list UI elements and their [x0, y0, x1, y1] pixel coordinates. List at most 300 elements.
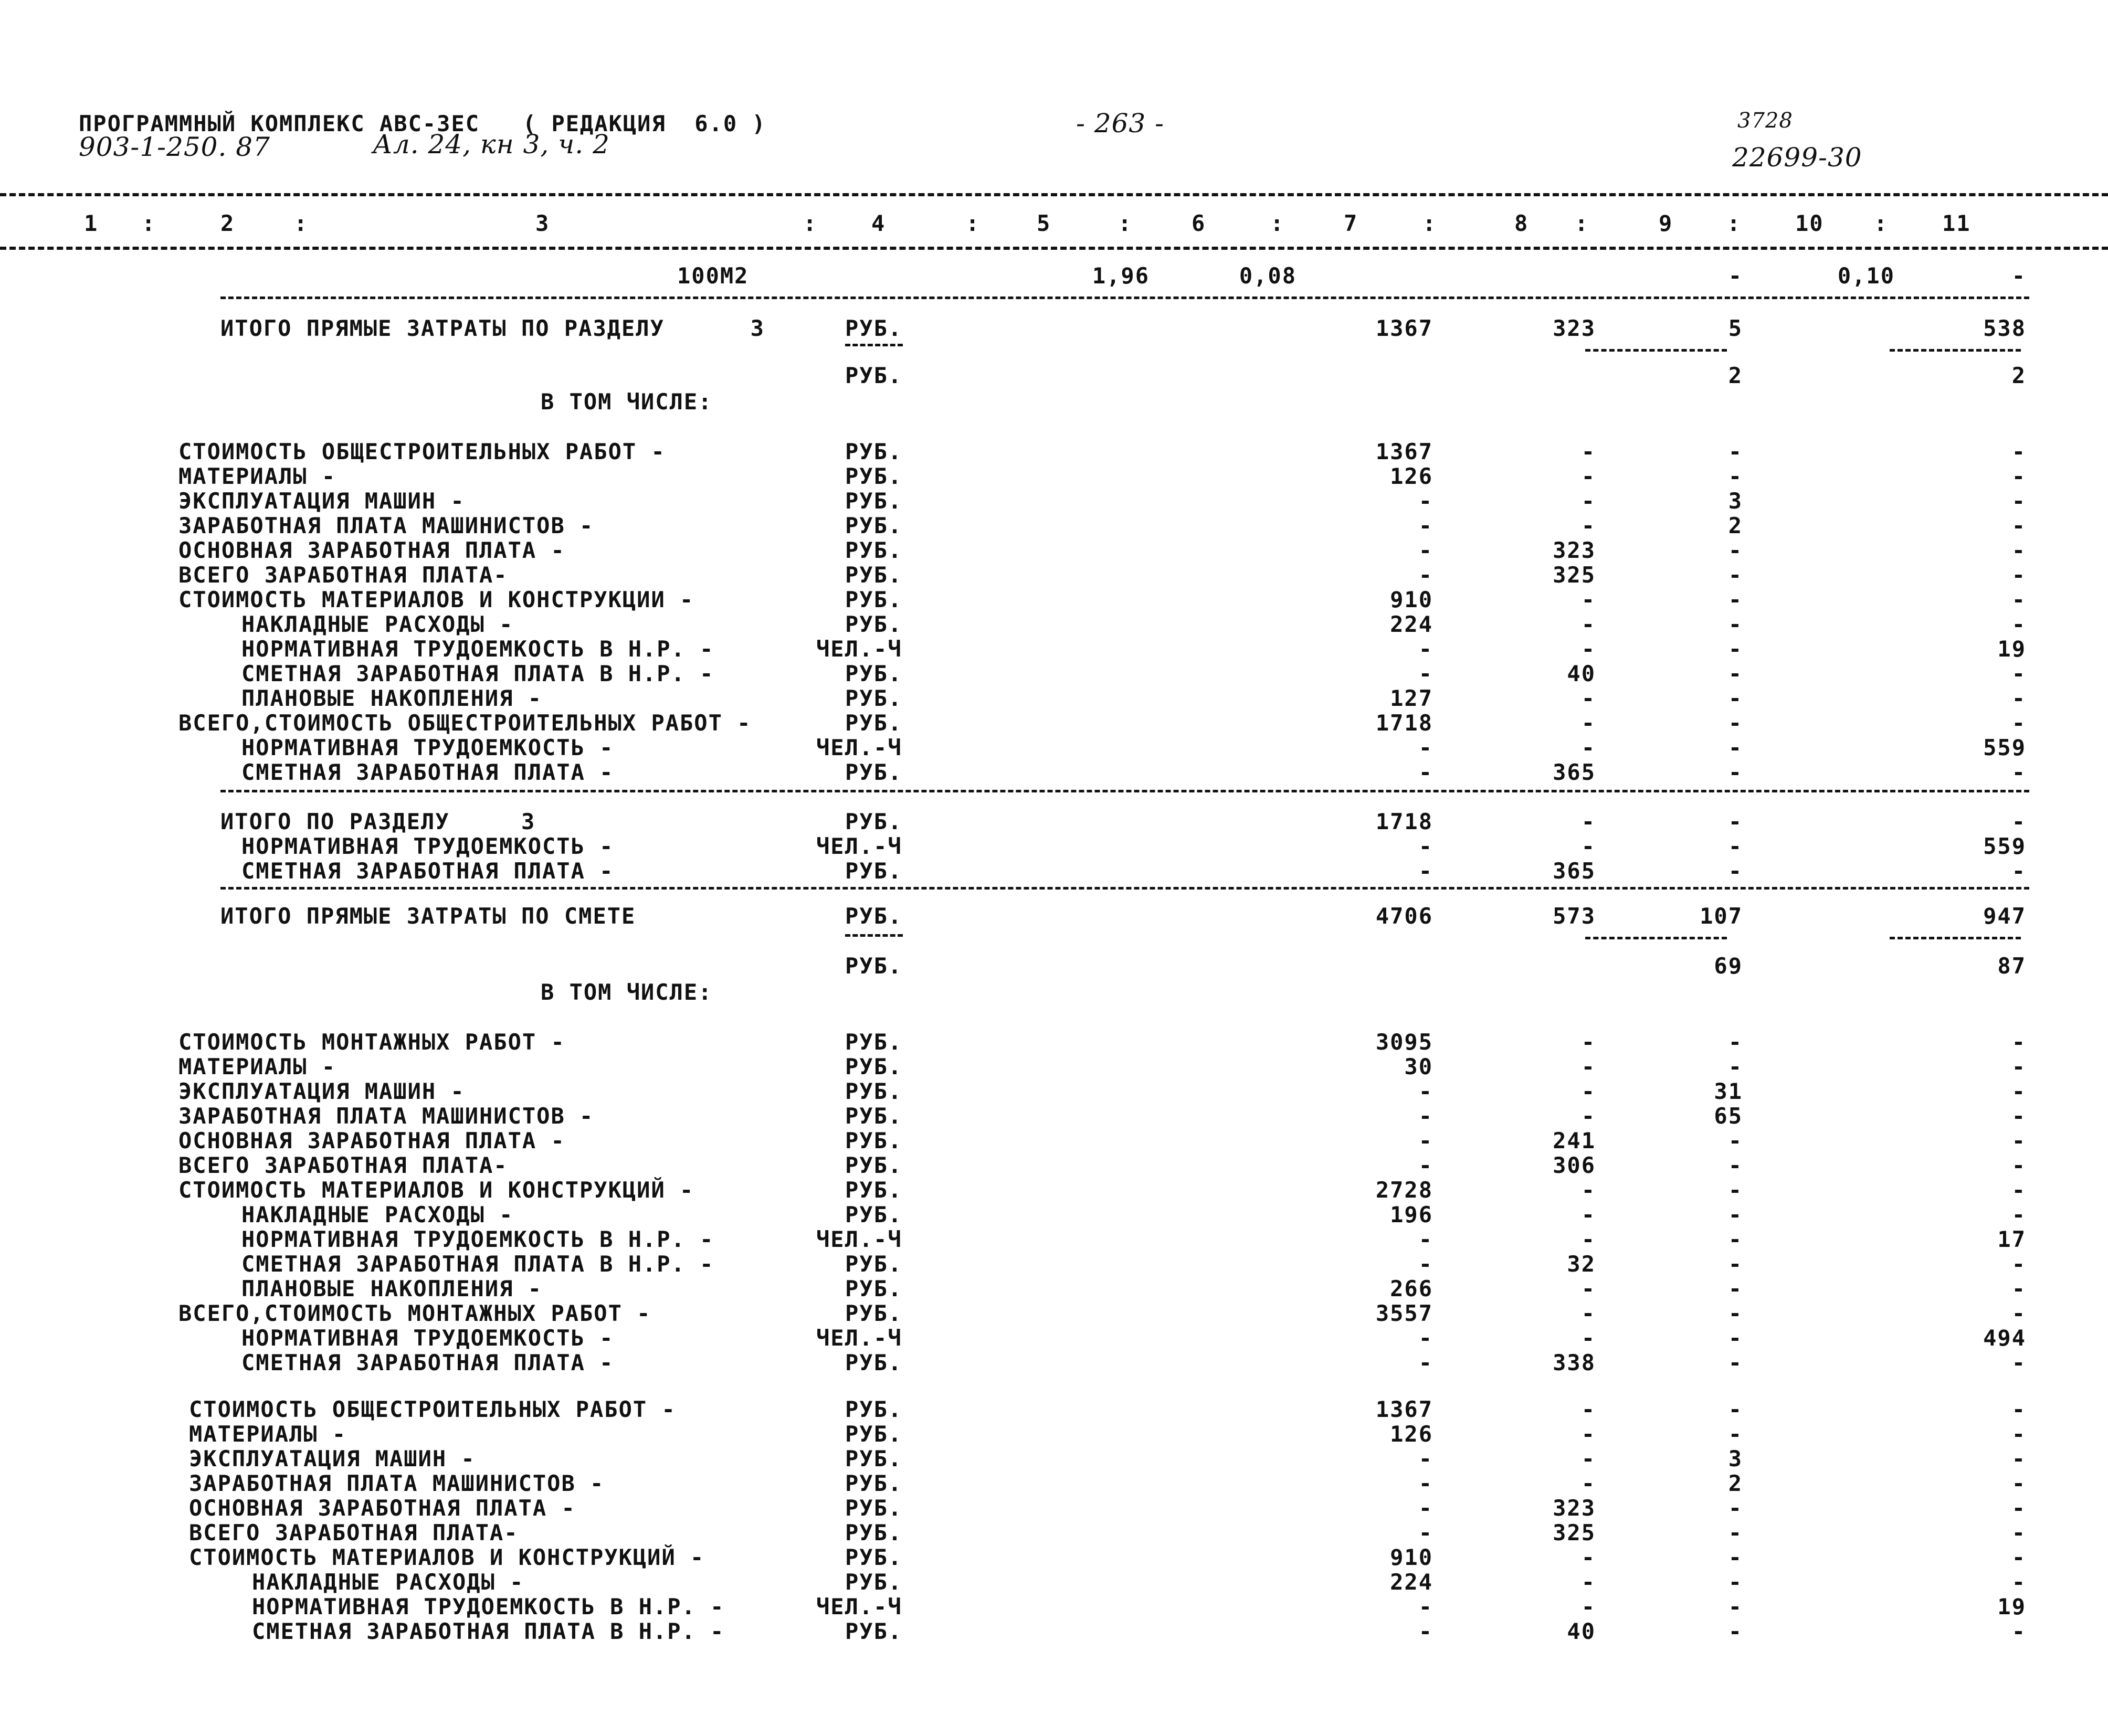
unit-cell: РУБ. — [845, 759, 903, 785]
header-rule-top — [0, 193, 2108, 196]
value-cell-11: - — [2011, 1202, 2026, 1227]
value-cell-9: - — [1728, 1029, 1743, 1055]
value-cell-11: - — [2011, 1470, 2026, 1496]
value-cell-11: - — [2011, 1544, 2026, 1570]
value-cell-9: - — [1728, 1152, 1743, 1178]
row-label: МАТЕРИАЛЫ - — [189, 1421, 347, 1447]
row-label: ЭКСПЛУАТАЦИЯ МАШИН - — [178, 1078, 465, 1104]
value-cell-11: 947 — [1983, 903, 2026, 929]
value-cell-9: 2 — [1728, 1470, 1743, 1496]
value-cell-11: - — [2011, 1520, 2026, 1546]
column-header-8: 8 — [1514, 210, 1529, 236]
value-cell-9: - — [1728, 1618, 1743, 1644]
value-cell-11: 87 — [1997, 953, 2026, 979]
row-label: МАТЕРИАЛЫ - — [178, 1054, 336, 1079]
column-separator: : — [1118, 210, 1133, 236]
row-label: ЭКСПЛУАТАЦИЯ МАШИН - — [178, 488, 465, 514]
value-cell-7: 127 — [1390, 685, 1433, 711]
value-cell-9: - — [1728, 809, 1743, 834]
unit-cell: РУБ. — [845, 1276, 903, 1301]
value-cell-11: - — [2011, 1251, 2026, 1277]
value-cell-8: 241 — [1553, 1128, 1596, 1153]
unit-cell: РУБ. — [845, 858, 903, 884]
value-cell-7: - — [1418, 759, 1433, 785]
column-header-9: 9 — [1659, 210, 1673, 236]
value-cell-9: - — [1728, 1325, 1743, 1351]
value-cell-7: - — [1418, 1495, 1433, 1521]
unit-cell: РУБ. — [845, 537, 903, 563]
value-cell-9: - — [1728, 1128, 1743, 1153]
value-cell-8: 323 — [1553, 537, 1596, 563]
value-cell-9: - — [1728, 858, 1743, 884]
row-label: НАКЛАДНЫЕ РАСХОДЫ - — [241, 1202, 514, 1227]
unit-cell: РУБ. — [845, 685, 903, 711]
row-label: СТОИМОСТЬ МОНТАЖНЫХ РАБОТ - — [178, 1029, 565, 1055]
row-label: СТОИМОСТЬ ОБЩЕСТРОИТЕЛЬНЫХ РАБОТ - — [178, 439, 666, 464]
column-header-7: 7 — [1344, 210, 1358, 236]
value-cell-9: 2 — [1728, 513, 1743, 538]
unit-cell: РУБ. — [845, 1152, 903, 1178]
value-cell-11: - — [2011, 858, 2026, 884]
value-cell-9: - — [1728, 759, 1743, 785]
column-header-4: 4 — [871, 210, 886, 236]
row-label: НАКЛАДНЫЕ РАСХОДЫ - — [241, 611, 514, 637]
value-cell-8: 365 — [1553, 759, 1596, 785]
value-cell-11: - — [2011, 1300, 2026, 1326]
value-cell-7: 126 — [1390, 1421, 1433, 1447]
value-cell-7: 910 — [1390, 1544, 1433, 1570]
row-label: СМЕТНАЯ ЗАРАБОТНАЯ ПЛАТА В Н.Р. - — [241, 661, 714, 686]
value-cell-11: - — [2011, 809, 2026, 834]
value-cell-9: - — [1728, 1569, 1743, 1595]
value-cell-9: - — [1728, 1054, 1743, 1079]
value-cell-8: 325 — [1553, 562, 1596, 588]
row-label: В ТОМ ЧИСЛЕ: — [541, 389, 713, 415]
subtotal-rule — [1890, 937, 2021, 939]
unit-cell: РУБ. — [845, 809, 903, 834]
value-cell-8: - — [1581, 833, 1596, 859]
value-cell-8: - — [1581, 1226, 1596, 1252]
value-cell-9: - — [1728, 833, 1743, 859]
value-cell-9: - — [1728, 537, 1743, 563]
value-cell-11: - — [2011, 1177, 2026, 1203]
value-cell-7: - — [1418, 537, 1433, 563]
value-cell-8: - — [1581, 1421, 1596, 1447]
value-cell-7: - — [1418, 833, 1433, 859]
row-label: ЗАРАБОТНАЯ ПЛАТА МАШИНИСТОВ - — [189, 1470, 605, 1496]
column-separator: : — [966, 210, 981, 236]
value-cell-7: - — [1418, 661, 1433, 686]
value-cell-7: 3095 — [1375, 1029, 1433, 1055]
unit-cell: РУБ. — [845, 611, 903, 637]
unit-cell: ЧЕЛ.-Ч — [816, 1594, 902, 1619]
value-cell-8: - — [1581, 463, 1596, 489]
unit-cell: ЧЕЛ.-Ч — [816, 833, 902, 859]
column-separator: : — [1575, 210, 1589, 236]
value-cell-8: - — [1581, 1544, 1596, 1570]
value-cell-11: 17 — [1997, 1226, 2026, 1252]
value-cell-11: - — [2011, 1276, 2026, 1301]
column-header-1: 1 — [84, 210, 99, 236]
value-cell-8: - — [1581, 1029, 1596, 1055]
value-cell-8: - — [1581, 685, 1596, 711]
value-cell-8: - — [1581, 1300, 1596, 1326]
value-cell-9: - — [1728, 439, 1743, 464]
value-cell-9: - — [1728, 587, 1743, 612]
value-cell-8: 32 — [1567, 1251, 1596, 1277]
value-cell-11: - — [2011, 587, 2026, 612]
value-cell-8: 338 — [1553, 1350, 1596, 1375]
row-label: ПЛАНОВЫЕ НАКОПЛЕНИЯ - — [241, 685, 543, 711]
program-header: ПРОГРАММНЫЙ КОМПЛЕКС АВС-3ЕС ( РЕДАКЦИЯ 6.0 ) — [79, 111, 766, 136]
unit-cell: ЧЕЛ.-Ч — [816, 735, 902, 760]
row-label: 100М2 — [677, 263, 749, 289]
value-cell-9: 3 — [1728, 1446, 1743, 1472]
row-label: ОСНОВНАЯ ЗАРАБОТНАЯ ПЛАТА - — [178, 1128, 565, 1153]
row-label: ВСЕГО ЗАРАБОТНАЯ ПЛАТА- — [178, 562, 508, 588]
unit-cell: ЧЕЛ.-Ч — [816, 1325, 902, 1351]
value-cell-9: - — [1728, 1226, 1743, 1252]
row-label: ВСЕГО ЗАРАБОТНАЯ ПЛАТА- — [178, 1152, 508, 1178]
value-cell-9: - — [1728, 1350, 1743, 1375]
unit-cell: РУБ. — [845, 1103, 903, 1129]
unit-cell: РУБ. — [845, 1078, 903, 1104]
row-label: СТОИМОСТЬ МАТЕРИАЛОВ И КОНСТРУКЦИИ - — [178, 587, 694, 612]
sheet-code: 22699-30 — [1732, 142, 1862, 173]
value-cell-9: 65 — [1714, 1103, 1743, 1129]
value-cell-7: 1367 — [1375, 439, 1433, 464]
unit-cell: РУБ. — [845, 903, 903, 929]
value-cell-7: - — [1418, 1251, 1433, 1277]
value-cell-11: 19 — [1997, 636, 2026, 662]
row-label: ЗАРАБОТНАЯ ПЛАТА МАШИНИСТОВ - — [178, 513, 594, 538]
value-cell-7: - — [1418, 1226, 1433, 1252]
value-cell-9: - — [1728, 1520, 1743, 1546]
value-cell-11: - — [2011, 463, 2026, 489]
value-cell-7: - — [1418, 735, 1433, 760]
value-cell-9: - — [1728, 661, 1743, 686]
value-cell-7: 266 — [1390, 1276, 1433, 1301]
unit-cell: РУБ. — [845, 1396, 903, 1422]
unit-cell: РУБ. — [845, 1421, 903, 1447]
column-separator: : — [142, 210, 156, 236]
value-cell-8: - — [1581, 488, 1596, 514]
row-label: СМЕТНАЯ ЗАРАБОТНАЯ ПЛАТА - — [241, 759, 614, 785]
value-cell-11: - — [2011, 1421, 2026, 1447]
row-label: ОСНОВНАЯ ЗАРАБОТНАЯ ПЛАТА - — [178, 537, 565, 563]
page-number: - 263 - — [1076, 108, 1165, 139]
unit-cell: РУБ. — [845, 513, 903, 538]
unit-cell: РУБ. — [845, 463, 903, 489]
value-cell-11: - — [2011, 1078, 2026, 1104]
value-cell-9: - — [1728, 562, 1743, 588]
value-cell-9: - — [1728, 1396, 1743, 1422]
unit-cell: РУБ. — [845, 1300, 903, 1326]
value-cell-11: - — [2011, 1618, 2026, 1644]
row-label: НОРМАТИВНАЯ ТРУДОЕМКОСТЬ - — [241, 1325, 614, 1351]
value-cell-11: - — [2011, 263, 2026, 289]
unit-cell: РУБ. — [845, 562, 903, 588]
value-cell-8: - — [1581, 735, 1596, 760]
column-separator: : — [1270, 210, 1285, 236]
value-cell-8: - — [1581, 636, 1596, 662]
row-label: ИТОГО ПРЯМЫЕ ЗАТРАТЫ ПО СМЕТЕ — [220, 903, 636, 929]
unit-cell: РУБ. — [845, 1350, 903, 1375]
value-cell-8: 325 — [1553, 1520, 1596, 1546]
value-cell-7: 4706 — [1375, 903, 1433, 929]
row-label: ВСЕГО,СТОИМОСТЬ МОНТАЖНЫХ РАБОТ - — [178, 1300, 651, 1326]
value-cell-8: - — [1581, 587, 1596, 612]
subtotal-rule — [1890, 349, 2021, 352]
value-cell-7: 1367 — [1375, 315, 1433, 341]
column-header-10: 10 — [1795, 210, 1824, 236]
row-label: ВСЕГО,СТОИМОСТЬ ОБЩЕСТРОИТЕЛЬНЫХ РАБОТ - — [178, 710, 752, 736]
value-cell-8: - — [1581, 1446, 1596, 1472]
value-cell-11: - — [2011, 1396, 2026, 1422]
value-cell-7: - — [1418, 1078, 1433, 1104]
value-cell-11: 559 — [1983, 833, 2026, 859]
value-cell-9: - — [1728, 636, 1743, 662]
unit-cell: РУБ. — [845, 1495, 903, 1521]
value-cell-11: - — [2011, 1029, 2026, 1055]
row-label: НОРМАТИВНАЯ ТРУДОЕМКОСТЬ В Н.Р. - — [241, 636, 714, 662]
unit-cell: РУБ. — [845, 661, 903, 686]
section-rule — [220, 887, 2029, 890]
value-cell-7: 30 — [1404, 1054, 1433, 1079]
column-header-5: 5 — [1037, 210, 1051, 236]
value-cell-8: - — [1581, 1594, 1596, 1619]
unit-cell: РУБ. — [845, 953, 903, 979]
value-cell-10: 0,10 — [1837, 263, 1895, 289]
row-label: ЭКСПЛУАТАЦИЯ МАШИН - — [189, 1446, 476, 1472]
value-cell-7: - — [1418, 1618, 1433, 1644]
value-cell-9: - — [1728, 1300, 1743, 1326]
row-label: СТОИМОСТЬ ОБЩЕСТРОИТЕЛЬНЫХ РАБОТ - — [189, 1396, 676, 1422]
value-cell-8: - — [1581, 1078, 1596, 1104]
value-cell-9: - — [1728, 463, 1743, 489]
value-cell-11: - — [2011, 710, 2026, 736]
unit-cell: РУБ. — [845, 1470, 903, 1496]
value-cell-11: - — [2011, 1128, 2026, 1153]
column-separator: : — [1422, 210, 1437, 236]
value-cell-11: - — [2011, 661, 2026, 686]
column-header-3: 3 — [535, 210, 550, 236]
unit-cell: РУБ. — [845, 1446, 903, 1472]
row-label: СМЕТНАЯ ЗАРАБОТНАЯ ПЛАТА В Н.Р. - — [252, 1618, 725, 1644]
column-separator: : — [1727, 210, 1742, 236]
value-cell-7: - — [1418, 1520, 1433, 1546]
volume-reference: Ал. 24, кн 3, ч. 2 — [373, 129, 610, 160]
value-cell-7: - — [1418, 636, 1433, 662]
unit-cell: РУБ. — [845, 1544, 903, 1570]
column-separator: : — [803, 210, 818, 236]
row-label: ОСНОВНАЯ ЗАРАБОТНАЯ ПЛАТА - — [189, 1495, 576, 1521]
value-cell-7: - — [1418, 1103, 1433, 1129]
document-number: 3728 — [1737, 109, 1793, 133]
value-cell-8: 40 — [1567, 1618, 1596, 1644]
column-header-11: 11 — [1942, 210, 1971, 236]
unit-cell: ЧЕЛ.-Ч — [816, 1226, 902, 1252]
project-code: 903-1-250. 87 — [79, 132, 270, 162]
value-cell-9: - — [1728, 1251, 1743, 1277]
value-cell-11: - — [2011, 1350, 2026, 1375]
value-cell-7: - — [1418, 1152, 1433, 1178]
unit-cell: РУБ. — [845, 315, 903, 341]
unit-cell: РУБ. — [845, 587, 903, 612]
unit-cell: РУБ. — [845, 1128, 903, 1153]
value-cell-8: - — [1581, 1103, 1596, 1129]
subtotal-rule — [845, 344, 903, 346]
unit-cell: РУБ. — [845, 363, 903, 388]
value-cell-11: - — [2011, 1054, 2026, 1079]
value-cell-9: - — [1728, 685, 1743, 711]
value-cell-11: - — [2011, 537, 2026, 563]
value-cell-9: 2 — [1728, 363, 1743, 388]
value-cell-9: 69 — [1714, 953, 1743, 979]
value-cell-7: 224 — [1390, 611, 1433, 637]
value-cell-7: 196 — [1390, 1202, 1433, 1227]
value-cell-7: 1367 — [1375, 1396, 1433, 1422]
value-cell-11: 494 — [1983, 1325, 2026, 1351]
value-cell-7: - — [1418, 1594, 1433, 1619]
value-cell-11: 538 — [1983, 315, 2026, 341]
row-label: НОРМАТИВНАЯ ТРУДОЕМКОСТЬ В Н.Р. - — [252, 1594, 725, 1619]
value-cell-8: 306 — [1553, 1152, 1596, 1178]
value-cell-11: - — [2011, 1495, 2026, 1521]
unit-cell: РУБ. — [845, 1202, 903, 1227]
value-cell-9: - — [1728, 1495, 1743, 1521]
row-label: СМЕТНАЯ ЗАРАБОТНАЯ ПЛАТА - — [241, 1350, 614, 1375]
section-rule — [220, 297, 2029, 299]
value-cell-8: - — [1581, 1569, 1596, 1595]
value-cell-9: 107 — [1700, 903, 1743, 929]
unit-cell: РУБ. — [845, 1251, 903, 1277]
row-label: В ТОМ ЧИСЛЕ: — [541, 979, 713, 1005]
value-cell-11: 559 — [1983, 735, 2026, 760]
value-cell-9: 3 — [1728, 488, 1743, 514]
unit-cell: РУБ. — [845, 1520, 903, 1546]
value-cell-8: 323 — [1553, 1495, 1596, 1521]
unit-cell: ЧЕЛ.-Ч — [816, 636, 902, 662]
value-cell-11: - — [2011, 1152, 2026, 1178]
column-separator: : — [294, 210, 309, 236]
row-label: СТОИМОСТЬ МАТЕРИАЛОВ И КОНСТРУКЦИЙ - — [178, 1177, 694, 1203]
value-cell-8: - — [1581, 1202, 1596, 1227]
value-cell-9: 5 — [1728, 315, 1743, 341]
value-cell-7: - — [1418, 1128, 1433, 1153]
value-cell-11: - — [2011, 1103, 2026, 1129]
value-cell-8: - — [1581, 513, 1596, 538]
value-cell-11: - — [2011, 1446, 2026, 1472]
unit-cell: РУБ. — [845, 1029, 903, 1055]
row-label: НАКЛАДНЫЕ РАСХОДЫ - — [252, 1569, 524, 1595]
value-cell-7: 126 — [1390, 463, 1433, 489]
value-cell-8: - — [1581, 1177, 1596, 1203]
value-cell-11: - — [2011, 439, 2026, 464]
value-cell-9: - — [1728, 1544, 1743, 1570]
row-label: НОРМАТИВНАЯ ТРУДОЕМКОСТЬ В Н.Р. - — [241, 1226, 714, 1252]
value-cell-8: - — [1581, 439, 1596, 464]
value-cell-7: 224 — [1390, 1569, 1433, 1595]
row-label: ПЛАНОВЫЕ НАКОПЛЕНИЯ - — [241, 1276, 543, 1301]
value-cell-9: - — [1728, 263, 1743, 289]
value-cell-9: - — [1728, 735, 1743, 760]
column-header-2: 2 — [220, 210, 235, 236]
value-cell-7: - — [1418, 858, 1433, 884]
section-rule — [220, 790, 2029, 792]
value-cell-7: 2728 — [1375, 1177, 1433, 1203]
value-cell-8: - — [1581, 611, 1596, 637]
row-label: ИТОГО ПРЯМЫЕ ЗАТРАТЫ ПО РАЗДЕЛУ 3 — [220, 315, 765, 341]
column-header-6: 6 — [1192, 210, 1206, 236]
subtotal-rule — [1585, 937, 1727, 939]
value-cell-7: - — [1418, 488, 1433, 514]
unit-cell: РУБ. — [845, 488, 903, 514]
unit-cell: РУБ. — [845, 439, 903, 464]
value-cell-8: 323 — [1553, 315, 1596, 341]
value-cell-6: 0,08 — [1239, 263, 1297, 289]
value-cell-5: 1,96 — [1092, 263, 1150, 289]
column-separator: : — [1874, 210, 1889, 236]
value-cell-8: - — [1581, 1396, 1596, 1422]
value-cell-9: - — [1728, 611, 1743, 637]
value-cell-8: - — [1581, 1325, 1596, 1351]
value-cell-7: - — [1418, 513, 1433, 538]
value-cell-11: 2 — [2011, 363, 2026, 388]
unit-cell: РУБ. — [845, 1569, 903, 1595]
value-cell-8: 40 — [1567, 661, 1596, 686]
value-cell-7: - — [1418, 1446, 1433, 1472]
row-label: СМЕТНАЯ ЗАРАБОТНАЯ ПЛАТА - — [241, 858, 614, 884]
subtotal-rule — [845, 934, 903, 937]
value-cell-9: - — [1728, 710, 1743, 736]
value-cell-9: - — [1728, 1177, 1743, 1203]
value-cell-7: - — [1418, 1325, 1433, 1351]
value-cell-11: - — [2011, 488, 2026, 514]
value-cell-9: - — [1728, 1276, 1743, 1301]
value-cell-8: - — [1581, 1470, 1596, 1496]
subtotal-rule — [1585, 349, 1727, 352]
unit-cell: РУБ. — [845, 1177, 903, 1203]
row-label: СМЕТНАЯ ЗАРАБОТНАЯ ПЛАТА В Н.Р. - — [241, 1251, 714, 1277]
value-cell-8: - — [1581, 1276, 1596, 1301]
value-cell-7: - — [1418, 562, 1433, 588]
row-label: СТОИМОСТЬ МАТЕРИАЛОВ И КОНСТРУКЦИЙ - — [189, 1544, 705, 1570]
value-cell-9: - — [1728, 1421, 1743, 1447]
value-cell-11: - — [2011, 685, 2026, 711]
unit-cell: РУБ. — [845, 1618, 903, 1644]
value-cell-8: - — [1581, 809, 1596, 834]
row-label: ВСЕГО ЗАРАБОТНАЯ ПЛАТА- — [189, 1520, 519, 1546]
value-cell-8: - — [1581, 710, 1596, 736]
value-cell-7: - — [1418, 1470, 1433, 1496]
value-cell-9: - — [1728, 1202, 1743, 1227]
value-cell-7: 3557 — [1375, 1300, 1433, 1326]
value-cell-7: 1718 — [1375, 710, 1433, 736]
row-label: ЗАРАБОТНАЯ ПЛАТА МАШИНИСТОВ - — [178, 1103, 594, 1129]
unit-cell: РУБ. — [845, 1054, 903, 1079]
value-cell-11: - — [2011, 1569, 2026, 1595]
row-label: НОРМАТИВНАЯ ТРУДОЕМКОСТЬ - — [241, 833, 614, 859]
value-cell-8: 365 — [1553, 858, 1596, 884]
row-label: НОРМАТИВНАЯ ТРУДОЕМКОСТЬ - — [241, 735, 614, 760]
value-cell-9: - — [1728, 1594, 1743, 1619]
value-cell-9: 31 — [1714, 1078, 1743, 1104]
header-rule-bottom — [0, 247, 2108, 250]
value-cell-11: - — [2011, 759, 2026, 785]
value-cell-7: - — [1418, 1350, 1433, 1375]
row-label: ИТОГО ПО РАЗДЕЛУ 3 — [220, 809, 536, 834]
